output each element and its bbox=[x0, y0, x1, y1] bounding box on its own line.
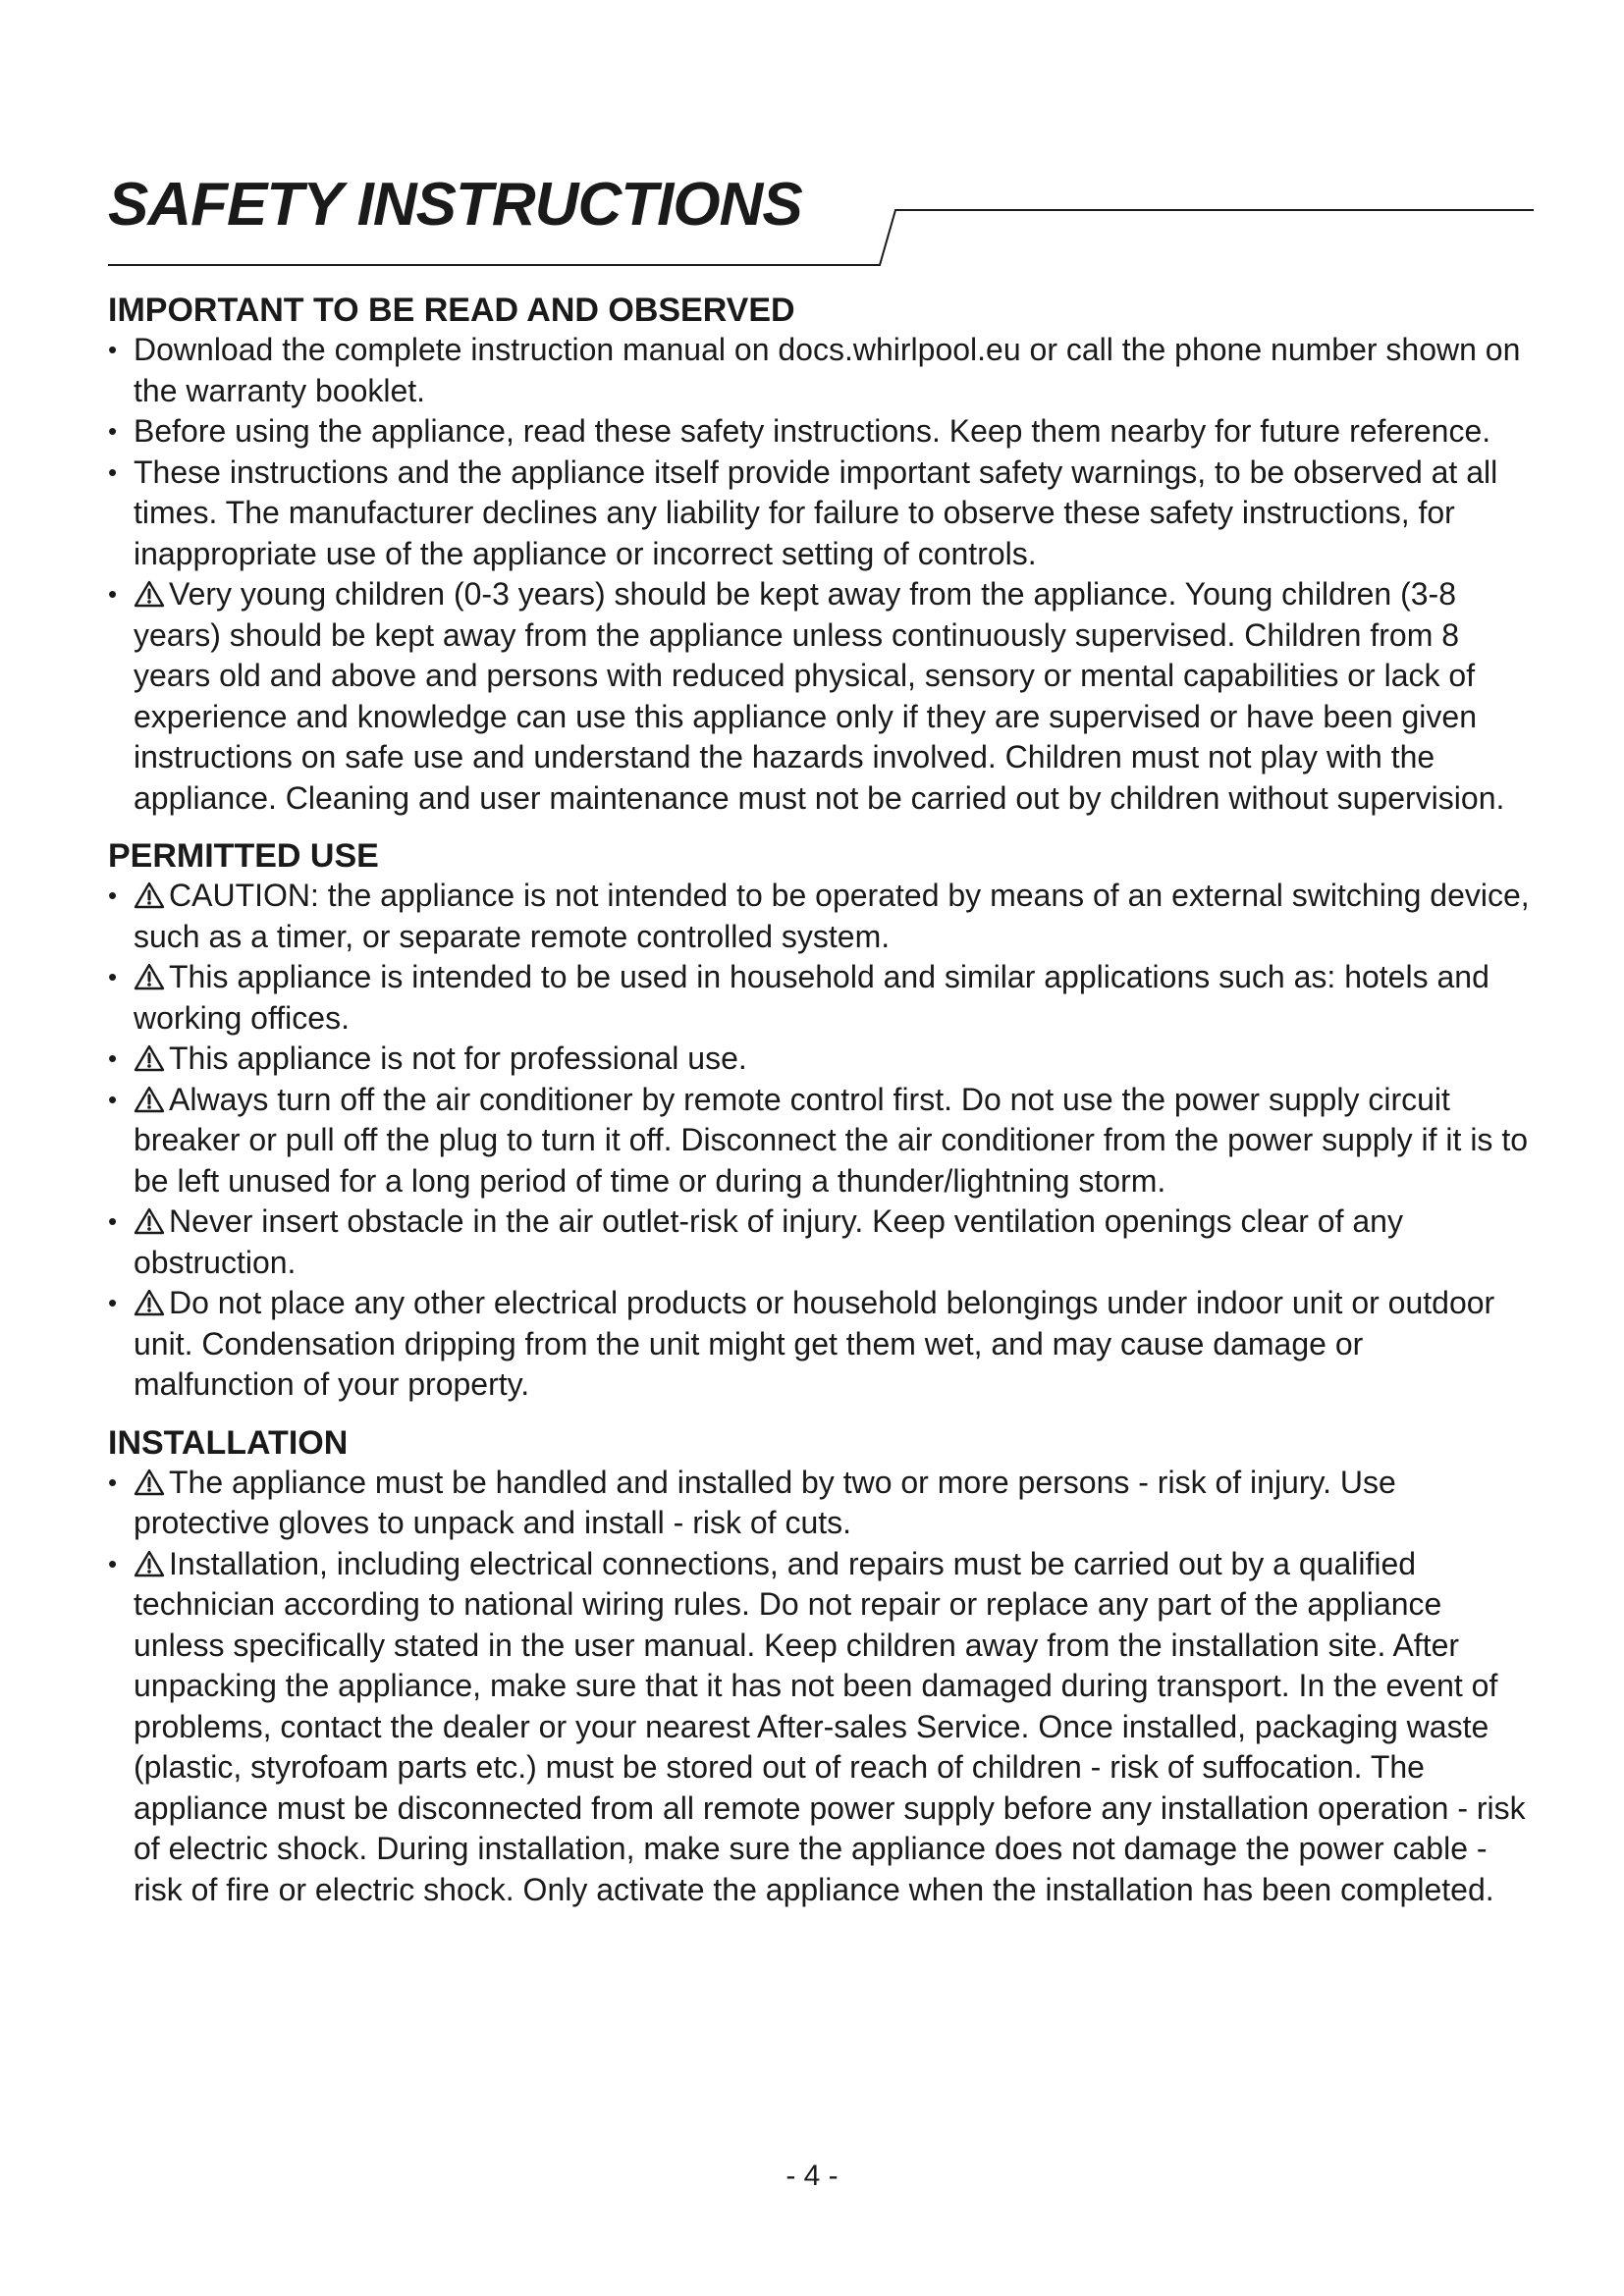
bullet: • bbox=[108, 1084, 118, 1114]
instruction-item bbox=[108, 1463, 1532, 1544]
bullet: • bbox=[108, 1548, 118, 1578]
instruction-text: Never insert obstacle in the air outlet-risk of injury. Keep ventilation openings clear of any obstruction. bbox=[134, 1203, 1403, 1280]
instruction-text: CAUTION: the appliance is not intended to be operated by means of an external switching device, such as a timer, or separate remote controlled system. bbox=[134, 878, 1530, 954]
instruction-text: This appliance is intended to be used in household and similar applications such as: hotels and working offices. bbox=[134, 959, 1489, 1036]
instruction-item bbox=[108, 1039, 1532, 1080]
page-title: SAFETY INSTRUCTIONS bbox=[108, 171, 802, 239]
instruction-list bbox=[108, 330, 1532, 819]
warning-triangle-icon bbox=[134, 879, 165, 906]
warning-triangle-icon bbox=[134, 960, 165, 988]
section bbox=[108, 836, 1532, 1406]
instruction-item bbox=[108, 453, 1532, 575]
instruction-item bbox=[108, 411, 1532, 453]
warning-triangle-icon bbox=[134, 1204, 165, 1232]
bullet: • bbox=[108, 1043, 118, 1073]
instruction-text: Very young children (0-3 years) should be kept away from the appliance. Young children (3-8 years) should be kept away from the appliance unless continuously supervised. Children from 8 years old and above and persons with reduced physical, sensory or mental capabilities or lack of experience and knowledge can use this appliance only if they are supervised or have been given instructions on safe use and understand the hazards involved. Children must not play with the appliance. Cleaning and user maintenance must not be carried out by children without supervision. bbox=[134, 576, 1505, 816]
warning-triangle-icon bbox=[134, 577, 165, 605]
section-heading: PERMITTED USE bbox=[108, 837, 379, 875]
instruction-item bbox=[108, 1544, 1532, 1911]
section bbox=[108, 291, 1532, 819]
bullet: • bbox=[108, 335, 118, 364]
instruction-item bbox=[108, 876, 1532, 957]
instruction-text: Always turn off the air conditioner by remote control first. Do not use the power supply circuit breaker or pull off the plug to turn it off. Disconnect the air conditioner from the power supply if it is to be left unused for a long period of time or during a thunder/lightning storm. bbox=[134, 1081, 1528, 1199]
warning-triangle-icon bbox=[134, 1466, 165, 1493]
instruction-text: The appliance must be handled and installed by two or more persons - risk of injury. Use protective gloves to unpack and install - risk of cuts. bbox=[134, 1464, 1396, 1540]
instruction-text: Download the complete instruction manual on docs.whirlpool.eu or call the phone number shown on the warranty booklet. bbox=[134, 332, 1521, 408]
page-header bbox=[0, 0, 1624, 294]
instruction-text: Before using the appliance, read these safety instructions. Keep them nearby for future reference. bbox=[134, 413, 1491, 449]
instructions-body bbox=[108, 291, 1532, 1928]
bullet: • bbox=[108, 416, 118, 446]
instruction-item bbox=[108, 1283, 1532, 1406]
instruction-text: This appliance is not for professional use. bbox=[169, 1041, 747, 1076]
bullet: • bbox=[108, 1206, 118, 1236]
instruction-text: Do not place any other electrical products or household belongings under indoor unit or outdoor unit. Condensation dripping from the unit might get them wet, and may cause damage or malfunction of your property. bbox=[134, 1285, 1495, 1402]
instruction-text: Installation, including electrical connections, and repairs must be carried out by a qualified technician according to national wiring rules. Do not repair or replace any part of the appliance unless specifically stated in the user manual. Keep children away from the installation site. After unpacking the appliance, make sure that it has not been damaged during transport. In the event of problems, contact the dealer or your nearest After-sales Service. Once installed, packaging waste (plastic, styrofoam parts etc.) must be stored out of reach of children - risk of suffocation. The appliance must be disconnected from all remote power supply before any installation operation - risk of electric shock. During installation, make sure the appliance does not damage the power cable - risk of fire or electric shock. Only activate the appliance when the installation has been completed. bbox=[134, 1545, 1526, 1907]
instruction-text: These instructions and the appliance itself provide important safety warnings, to be observed at all times. The manufacturer declines any liability for failure to observe these safety instructions, for inappropriate use of the appliance or incorrect setting of controls. bbox=[134, 454, 1498, 571]
instruction-item bbox=[108, 1080, 1532, 1202]
bullet: • bbox=[108, 962, 118, 991]
section-heading: INSTALLATION bbox=[108, 1423, 349, 1462]
warning-triangle-icon bbox=[134, 1547, 165, 1575]
bullet: • bbox=[108, 1288, 118, 1317]
instruction-list bbox=[108, 876, 1532, 1406]
warning-triangle-icon bbox=[134, 1286, 165, 1313]
bullet: • bbox=[108, 456, 118, 487]
bullet: • bbox=[108, 579, 118, 609]
instruction-item bbox=[108, 1201, 1532, 1283]
bullet: • bbox=[108, 1467, 118, 1497]
warning-triangle-icon bbox=[134, 1041, 165, 1069]
instruction-list bbox=[108, 1463, 1532, 1911]
bullet: • bbox=[108, 881, 118, 910]
instruction-item bbox=[108, 957, 1532, 1039]
warning-triangle-icon bbox=[134, 1083, 165, 1110]
header-rule bbox=[0, 0, 1624, 294]
instruction-item bbox=[108, 574, 1532, 819]
section-heading: IMPORTANT TO BE READ AND OBSERVED bbox=[108, 292, 795, 329]
page-number: - 4 - bbox=[785, 2160, 839, 2192]
section bbox=[108, 1423, 1532, 1911]
instruction-item bbox=[108, 330, 1532, 411]
